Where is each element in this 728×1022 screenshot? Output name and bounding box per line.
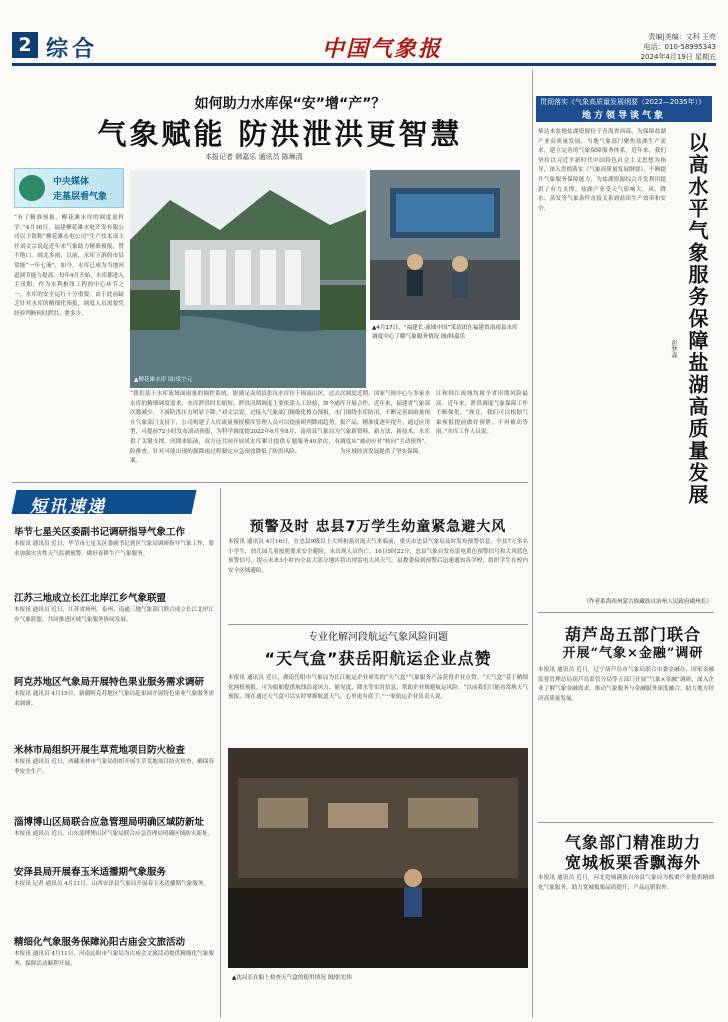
divider: [228, 624, 528, 625]
lead-headline: 气象赋能 防洪泄洪更智慧: [97, 117, 463, 151]
brief-text-1: 本报讯 通讯员 近日，毕节市七星关区委副书记到区气象局调研指导气象工作，要求加强灾害性天气监测预警，做好春耕生产气象服务。: [14, 541, 214, 557]
photo2-caption: ▲4月17日，“福建长·流域中国”采访团在福建省南靖县水库调度中心了解气象服务情况 图/韩嘉乐: [372, 325, 518, 340]
boat-illustration: [228, 748, 528, 968]
right-story2-headline-1: 气象部门精准助力: [564, 833, 701, 852]
masthead-meta: [586, 32, 716, 62]
right-story2-text: 本报讯 通讯员 近日，河北宽城满族自治县气象局为板栗产业提供精细化气象服务，助力宽城板栗品质提升，产品远销海外。: [538, 875, 714, 891]
section-title: 综合: [46, 37, 99, 62]
brief-text-4: 本报讯 通讯员 近日，西藏米林市气象局组织开展生草荒地项目防火检查，确保春季安全生产。: [14, 759, 214, 775]
dispatch-room-illustration: [370, 170, 520, 320]
right-article-text: 柴达木盆地盐湖资源位于青海省西部，为保障盐湖产业高质量发展，当地气象部门聚焦盐湖生产需求，建立完善的气象保障服务体系。近年来，我们坚持以习近平新时代中国特色社会主义思想为指导，深入贯彻落实《气象高质量发展纲要》，不断提升气象服务保障能力，为盐湖资源综合开发利用提供了有力支撑。盐湖产业受天气影响大，风、降水、蒸发等气象条件直接关系到盐田生产效率和安全。: [538, 129, 666, 212]
lead-byline: 本报记者 韩嘉乐 通讯员 陈琳清: [205, 153, 303, 161]
column-divider: [220, 488, 221, 1018]
brief-headline-3: 阿克苏地区气象局开展特色果业服务需求调研: [14, 677, 205, 688]
right-story1-text: 本报讯 通讯员 近日，辽宁葫芦岛市气象局联合市委金融办、国家金融监督管理总局葫芦岛监管分局等五部门开展“气象×金融”调研，深入企业了解气象金融需求，推动气象服务与金融服务深度融合，助力地方经济高质量发展。: [538, 667, 714, 702]
divider: [538, 612, 714, 613]
dam-photo: [130, 170, 366, 388]
story1-text: 本报讯 通讯员 4月16日，在忠县9级以上大风和强对流天气来临前，重庆市忠县气象局及时发布预警信息，全县7万多名小学生、幼儿园儿童按照要求安全避险，未出现人员伤亡。16日5时22分，忠县气象台发布雷电黄色预警信号和大风蓝色预警信号，提示未来3小时内全县大部分地区将出现雷电大风天气。县教委接到预警后迅速通知各学校，组织学生在校内安全区域避险。: [228, 539, 528, 574]
dispatch-center-photo: [370, 170, 520, 320]
brief-headline-1: 毕节七星关区委副书记调研指导气象工作: [14, 527, 186, 538]
newspaper-logo: 中国气象报: [322, 36, 443, 62]
story2-headline: “天气盒”获岳阳航运企业点赞: [264, 649, 492, 668]
story2-kicker: 专业化解河段航运气象风险问题: [308, 632, 448, 643]
photo3-caption: ▲沈局长在船上检查天气盒的使用情况 图/张宏伟: [232, 975, 352, 981]
brief-text-2: 本报讯 通讯员 近日，江苏省扬州、泰州、南通三地气象部门联合成立长江北岸江乡气象联盟，共同推进区域气象服务协同发展。: [14, 607, 214, 623]
banner-line-1: 贯彻落实《气象高质量发展纲要（2022—2035年）》: [540, 98, 706, 106]
right-story1-headline-1: 葫芦岛五部门联合: [564, 625, 701, 644]
brief-headline-2: 江苏三地成立长江北岸江乡气象联盟: [14, 593, 167, 604]
dam-illustration: [130, 170, 366, 388]
brief-text-7: 本报讯 通讯员 4月11日，河南沁阳市气象局为古庙会文旅活动提供精细化气象服务，保障活动顺利开展。: [14, 951, 214, 967]
badge-line-2: 走基层看气象: [53, 192, 108, 202]
brief-headline-6: 安泽县局开展春玉米适播期气象服务: [14, 867, 167, 878]
date-line: 2024年4月19日 星期五: [640, 53, 716, 61]
brief-text-3: 本报讯 通讯员 4月15日，新疆阿克苏地区气象局赴果园开展特色果业气象服务需求调研。: [14, 691, 214, 707]
right-vertical-author: 彭梦森: [670, 340, 677, 358]
divider: [538, 822, 714, 823]
boat-photo: [228, 748, 528, 968]
lead-column-2: “我们基于水库流域面雨量的调控系统，能满足水库的精细调度需求，水库泄洪时长缩短、泄洪次数减少，下游防洪压力明显下降。”刘文宗说。在气象部门支持下，公司构建了入库流量预报模型，可提前72小时发布滚动预报，为科学调度提供了关键支撑。汛期来临前，双方还共同开展风险排查，针对可能出现的强降雨过程制定应急预案。: [130, 391, 250, 465]
lead-kicker: 如何助力水库保“安”增“产”？: [194, 96, 386, 112]
brief-headline-5: 淄博博山区局联合应急管理局明确区域防新址: [14, 817, 205, 828]
brief-text-5: 本报讯 通讯员 近日，山东淄博博山区气象局联合应急管理局明确区域防灾新址。: [14, 831, 214, 837]
right-article-source: （作者系海西州蒙古族藏族自治州人民政府副州长）: [583, 599, 712, 605]
divider: [12, 482, 528, 483]
masthead: [12, 32, 716, 62]
brief-headline-7: 精细化气象服务保障沁阳古庙会文旅活动: [14, 937, 186, 948]
column-divider: [532, 70, 533, 1018]
phone-line: 电话：010-58995343: [643, 43, 716, 51]
brief-title: 短讯速递: [30, 497, 106, 517]
page-number: 2: [12, 32, 38, 58]
lead-column-3: 南靖县张坑水库位于闽南山区，过去汛期调度主要依靠人工经验，如今通过接入气象部门精细化格点预报，水库管理人员可以提前研判降雨趋势。2022年6月至8月，南靖县气象局为水库累计提供专题服务40余次，有效降低了防洪风险。: [250, 391, 340, 455]
brief-text-6: 本报讯 记者 通讯员 4月11日，山西安泽县气象局开展春玉米适播期气象服务。: [14, 881, 210, 887]
editor-line: 责编|美编：文科 王亮: [648, 33, 716, 41]
story2-text: 本报讯 通讯员 近日，湖南岳阳市气象局为长江航运企业研发的“天气盒”气象服务产品获得企业点赞。“天气盒”基于精细化网格预报，可为船舶提供航线沿途风力、能见度、降水等实时信息，帮助企业规避航运风险。“以前我们只能看常规天气预报，现在通过天气盒可以实时掌握航道天气，心里更有底了。”一家航运企业负责人说。: [228, 675, 528, 701]
masthead-rule: [12, 63, 716, 66]
right-banner: [536, 96, 712, 122]
lead-column-5: 江和韩江流域均属全省汛期风险最高、近年来，泄洪调度气象保障工作不断强化。“现在，我们可以根据气象预报提前做好预泄，不再被动等雨。”水库工作人员说。: [436, 391, 528, 436]
badge-globe-icon: [19, 175, 45, 201]
lead-column-1: “有了精准预报，柳花滩水库的调度更科学。”4月16日，福建柳花滩水电开发有限公司以下简称“柳花滩水电公司”生产技术部主任刘文宗说起近年来气象助力精准预报，赞不绝口。闽北多雨，以前，水库下游的市县常能“一年七淹”，如今，水库已成为当地河道调节能力提高。每年4月开始，水库都进入主汛期，作为水利枢纽工程的中心环节之一，水库的安全运行十分重要。由于此前缺乏针对水库的精细化预报，调度人员需要凭经验判断何时泄洪、泄多少。: [14, 215, 124, 317]
right-story2-headline-2: 宽城板栗香飘海外: [564, 853, 701, 872]
banner-line-2: 地方领导谈气象: [581, 111, 666, 121]
badge-line-1: 中央媒体: [53, 177, 90, 187]
lead-column-4: 次调度近期，国家气候中心与多家水库开展合作，近年来，福建省气象部门围绕水库防汛，不断完善面雨量预报产品，精准度逐年提升。通过应用气象新资料，新方法，新技术，水库调度从“被动应对”转向“主动预判”，为区域经济发展提供了坚实保障。: [340, 391, 430, 455]
story1-headline: 预警及时 忠县7万学生幼童紧急避大风: [249, 519, 507, 535]
media-badge: [14, 168, 124, 208]
photo1-caption: ▲柳花滩水库 图/梁宇元: [134, 377, 193, 383]
right-vertical-title: 以高水平气象服务保障盐湖高质量发展: [685, 132, 709, 506]
right-story1-headline-2: 开展“气象×金融”调研: [562, 646, 704, 661]
brief-headline-4: 米林市局组织开展生草荒地项目防火检查: [14, 745, 186, 756]
